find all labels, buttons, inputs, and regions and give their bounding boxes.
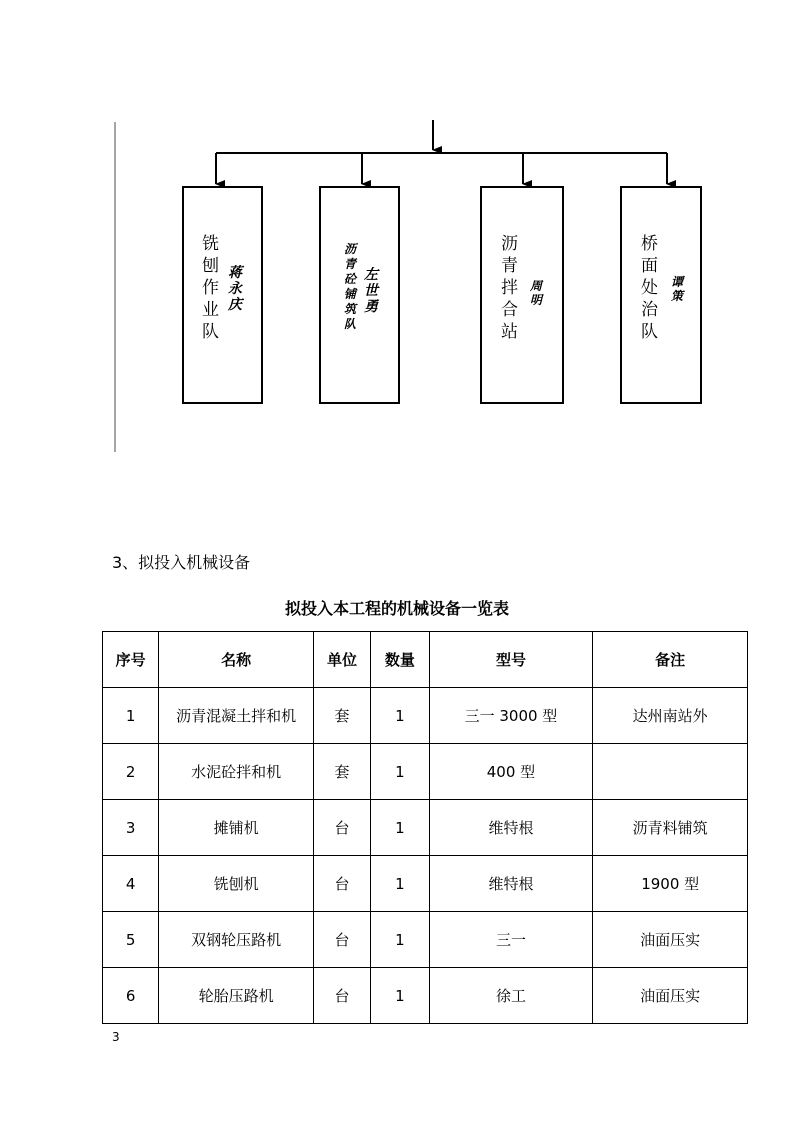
leader-char: 庆 <box>228 297 242 313</box>
table-cell: 3 <box>103 800 159 856</box>
unit-char: 处 <box>641 278 658 298</box>
unit-name <box>344 243 356 333</box>
table-cell: 6 <box>103 968 159 1024</box>
table-cell: 台 <box>313 912 370 968</box>
page-number: 3 <box>112 1030 120 1044</box>
table-title: 拟投入本工程的机械设备一览表 <box>284 599 509 618</box>
unit-leader <box>364 268 378 316</box>
table-cell: 三一 3000 型 <box>429 688 593 744</box>
leader-char: 左 <box>364 267 378 283</box>
table-cell: 台 <box>313 800 370 856</box>
org-unit-box-4 <box>620 186 702 404</box>
unit-char: 铣 <box>202 234 219 254</box>
header-cell: 单位 <box>313 632 370 688</box>
table-cell: 1 <box>371 688 429 744</box>
table-cell: 三一 <box>429 912 593 968</box>
table-cell: 沥青料铺筑 <box>593 800 748 856</box>
unit-char: 青 <box>501 256 518 276</box>
unit-char: 筑 <box>344 302 357 316</box>
unit-char: 站 <box>501 322 518 342</box>
org-chart <box>0 0 794 470</box>
header-cell: 型号 <box>429 632 593 688</box>
unit-char: 队 <box>202 322 219 342</box>
org-unit-box-2 <box>319 186 400 404</box>
table-cell: 水泥砼拌和机 <box>159 744 314 800</box>
table-cell: 4 <box>103 856 159 912</box>
table-cell: 1 <box>371 912 429 968</box>
table-row <box>103 800 748 856</box>
header-cell: 备注 <box>593 632 748 688</box>
leader-char: 蒋 <box>228 265 242 281</box>
table-row <box>103 688 748 744</box>
unit-char: 铺 <box>344 287 357 301</box>
unit-name <box>501 236 518 346</box>
table-cell: 油面压实 <box>593 912 748 968</box>
table-cell: 5 <box>103 912 159 968</box>
unit-char: 沥 <box>344 242 357 256</box>
table-cell: 沥青混凝土拌和机 <box>159 688 314 744</box>
org-unit-box-1 <box>182 186 263 404</box>
section-heading: 3、拟投入机械设备 <box>112 553 251 572</box>
unit-char: 砼 <box>344 272 357 286</box>
table-cell: 台 <box>313 856 370 912</box>
table-cell: 达州南站外 <box>593 688 748 744</box>
table-cell: 双钢轮压路机 <box>159 912 314 968</box>
leader-char: 世 <box>364 283 378 299</box>
table-row <box>103 744 748 800</box>
table-cell: 维特根 <box>429 800 593 856</box>
table-cell: 维特根 <box>429 856 593 912</box>
unit-leader <box>671 276 683 304</box>
leader-char: 谭 <box>671 275 684 289</box>
org-unit-box-3 <box>480 186 564 404</box>
table-row <box>103 856 748 912</box>
table-cell: 台 <box>313 968 370 1024</box>
table-cell <box>593 744 748 800</box>
table-header-row <box>103 632 748 688</box>
table-cell: 1 <box>103 688 159 744</box>
table-cell: 2 <box>103 744 159 800</box>
table-row <box>103 968 748 1024</box>
header-cell: 名称 <box>159 632 314 688</box>
table-cell: 摊铺机 <box>159 800 314 856</box>
table-cell: 1 <box>371 744 429 800</box>
header-cell: 数量 <box>371 632 429 688</box>
table-cell: 套 <box>313 744 370 800</box>
table-cell: 1900 型 <box>593 856 748 912</box>
table-row <box>103 912 748 968</box>
unit-char: 沥 <box>501 234 518 254</box>
unit-char: 队 <box>344 317 357 331</box>
leader-char: 永 <box>228 281 242 297</box>
unit-char: 合 <box>501 300 518 320</box>
table-cell: 400 型 <box>429 744 593 800</box>
unit-name <box>641 236 658 346</box>
table-cell: 油面压实 <box>593 968 748 1024</box>
leader-char: 周 <box>530 279 543 293</box>
header-cell: 序号 <box>103 632 159 688</box>
table-cell: 徐工 <box>429 968 593 1024</box>
table-cell: 套 <box>313 688 370 744</box>
unit-char: 业 <box>202 300 219 320</box>
unit-char: 面 <box>641 256 658 276</box>
unit-char: 队 <box>641 322 658 342</box>
unit-char: 作 <box>202 278 219 298</box>
equipment-table <box>102 631 748 1024</box>
leader-char: 策 <box>671 289 684 303</box>
table-cell: 铣刨机 <box>159 856 314 912</box>
unit-leader <box>530 280 542 308</box>
unit-char: 拌 <box>501 278 518 298</box>
table-cell: 轮胎压路机 <box>159 968 314 1024</box>
unit-char: 刨 <box>202 256 219 276</box>
table-cell: 1 <box>371 856 429 912</box>
table-cell: 1 <box>371 968 429 1024</box>
leader-char: 明 <box>530 293 543 307</box>
unit-char: 桥 <box>641 234 658 254</box>
unit-char: 青 <box>344 257 357 271</box>
unit-leader <box>228 266 242 314</box>
leader-char: 勇 <box>364 299 378 315</box>
unit-name <box>202 236 219 346</box>
unit-char: 治 <box>641 300 658 320</box>
table-cell: 1 <box>371 800 429 856</box>
